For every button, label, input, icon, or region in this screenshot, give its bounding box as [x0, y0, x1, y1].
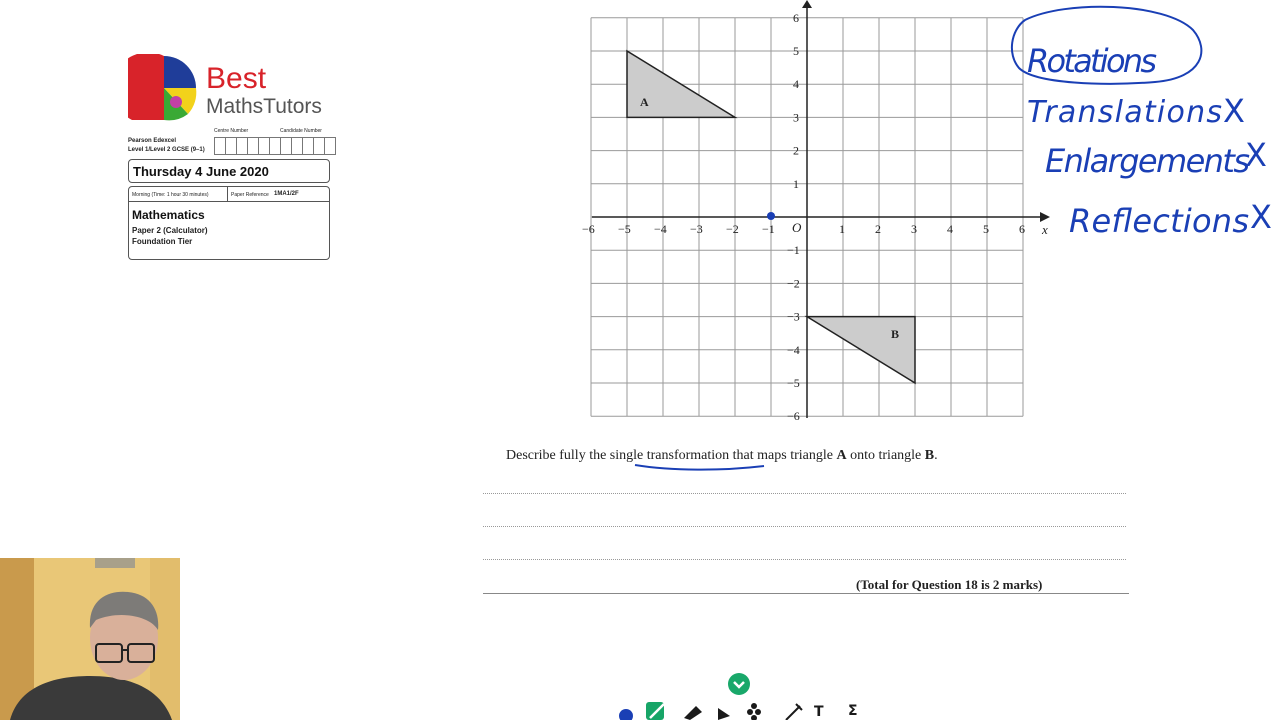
y-tick-label: 3 — [793, 110, 799, 125]
pen-icon[interactable] — [619, 709, 633, 720]
annotation-cross-1: X — [1223, 92, 1245, 130]
y-tick-label: 2 — [793, 143, 799, 158]
y-tick-label: 6 — [793, 10, 799, 25]
x-tick-label: −4 — [654, 222, 667, 236]
best-maths-tutors-logo — [128, 54, 328, 124]
y-tick-label: 4 — [793, 77, 799, 92]
x-tick-label: 4 — [947, 222, 953, 236]
pointer-icon[interactable] — [718, 708, 730, 720]
y-tick-label: −4 — [787, 342, 800, 357]
exam-board: Pearson Edexcel — [128, 138, 177, 144]
question-triangle-b: B — [924, 448, 935, 463]
y-tick-label: 5 — [793, 44, 799, 58]
annotation-cross-2: X — [1245, 136, 1267, 174]
exam-date: Thursday 4 June 2020 — [133, 164, 269, 179]
x-tick-label: −6 — [582, 222, 595, 236]
question-text-part: . — [934, 448, 938, 463]
question-text-part: Describe fully the — [506, 448, 610, 463]
sigma-icon[interactable]: Σ — [848, 703, 858, 719]
annotation-reflections: Reflections — [1069, 202, 1249, 240]
x-tick-labels — [582, 222, 1025, 236]
annotation-rotations: Rotations — [1027, 42, 1157, 80]
x-axis-label: x — [1042, 222, 1048, 237]
pen-dot-icon — [767, 212, 775, 220]
x-tick-label: −1 — [762, 222, 775, 236]
question-text-part: onto triangle — [846, 448, 925, 463]
x-tick-label: −2 — [726, 222, 739, 236]
x-tick-label: 2 — [875, 222, 881, 236]
triangle-a-label: A — [640, 95, 649, 109]
answer-line-1 — [483, 493, 1126, 494]
handwritten-annotations — [1005, 0, 1280, 270]
check-circle-icon[interactable] — [728, 673, 750, 695]
underline-annotation — [632, 462, 767, 474]
annotation-translations: Translations — [1027, 95, 1222, 130]
total-marks: (Total for Question 18 is 2 marks) — [856, 577, 1043, 592]
webcam-video — [0, 558, 180, 720]
annotation-enlargements: Enlargements — [1045, 142, 1250, 180]
exam-date-box — [128, 159, 330, 183]
exam-tier: Foundation Tier — [132, 237, 193, 246]
exam-session: Morning (Time: 1 hour 30 minutes) — [132, 192, 209, 198]
logo-brand-line1: Best — [206, 62, 267, 95]
drawing-toolbar — [600, 670, 900, 720]
coordinate-grid — [580, 0, 1060, 430]
toolbar-icons — [610, 700, 880, 720]
question-text-part: that maps triangle — [729, 448, 837, 463]
candidate-number-boxes — [280, 137, 335, 155]
eraser-icon[interactable] — [684, 706, 702, 720]
paper-reference: 1MA1/2F — [274, 191, 299, 197]
laser-icon[interactable] — [786, 704, 802, 720]
y-axis-arrow-icon — [802, 0, 812, 8]
exam-subject: Mathematics — [132, 208, 205, 222]
y-tick-label: −3 — [787, 309, 800, 324]
x-tick-label: 1 — [839, 222, 845, 236]
x-tick-label: −5 — [618, 222, 631, 236]
candidate-number-label: Candidate Number — [280, 128, 322, 134]
question-bottom-rule — [483, 593, 1129, 594]
paper-info-box — [128, 186, 330, 260]
centre-number-boxes — [214, 137, 280, 155]
triangle-b-label: B — [891, 327, 900, 341]
x-tick-label: 6 — [1019, 222, 1025, 236]
logo-brand-line2: MathsTutors — [206, 95, 322, 118]
move-icon[interactable] — [747, 703, 761, 720]
paper-reference-label: Paper Reference — [231, 192, 269, 198]
x-tick-label: 3 — [911, 222, 917, 236]
text-icon[interactable]: T — [814, 704, 824, 720]
y-tick-label: −2 — [787, 276, 800, 291]
presenter-video-icon — [0, 558, 180, 720]
centre-number-label: Centre Number — [214, 128, 249, 134]
answer-line-2 — [483, 526, 1126, 527]
answer-line-3 — [483, 559, 1126, 560]
x-tick-label: −3 — [690, 222, 703, 236]
y-tick-label: −6 — [787, 409, 800, 424]
x-tick-label: 5 — [983, 222, 989, 236]
logo-emblem-icon — [128, 54, 200, 122]
origin-label: O — [792, 220, 802, 235]
y-tick-label: −1 — [787, 243, 800, 258]
exam-level: Level 1/Level 2 GCSE (9–1) — [128, 147, 205, 153]
y-tick-label: 1 — [793, 176, 799, 191]
y-tick-label: −5 — [787, 376, 800, 390]
annotation-cross-3: X — [1250, 198, 1272, 236]
highlighter-icon[interactable] — [646, 702, 664, 720]
question-key-phrase: single transformation — [609, 448, 730, 463]
exam-paper: Paper 2 (Calculator) — [132, 226, 208, 235]
question-triangle-a: A — [836, 448, 847, 463]
